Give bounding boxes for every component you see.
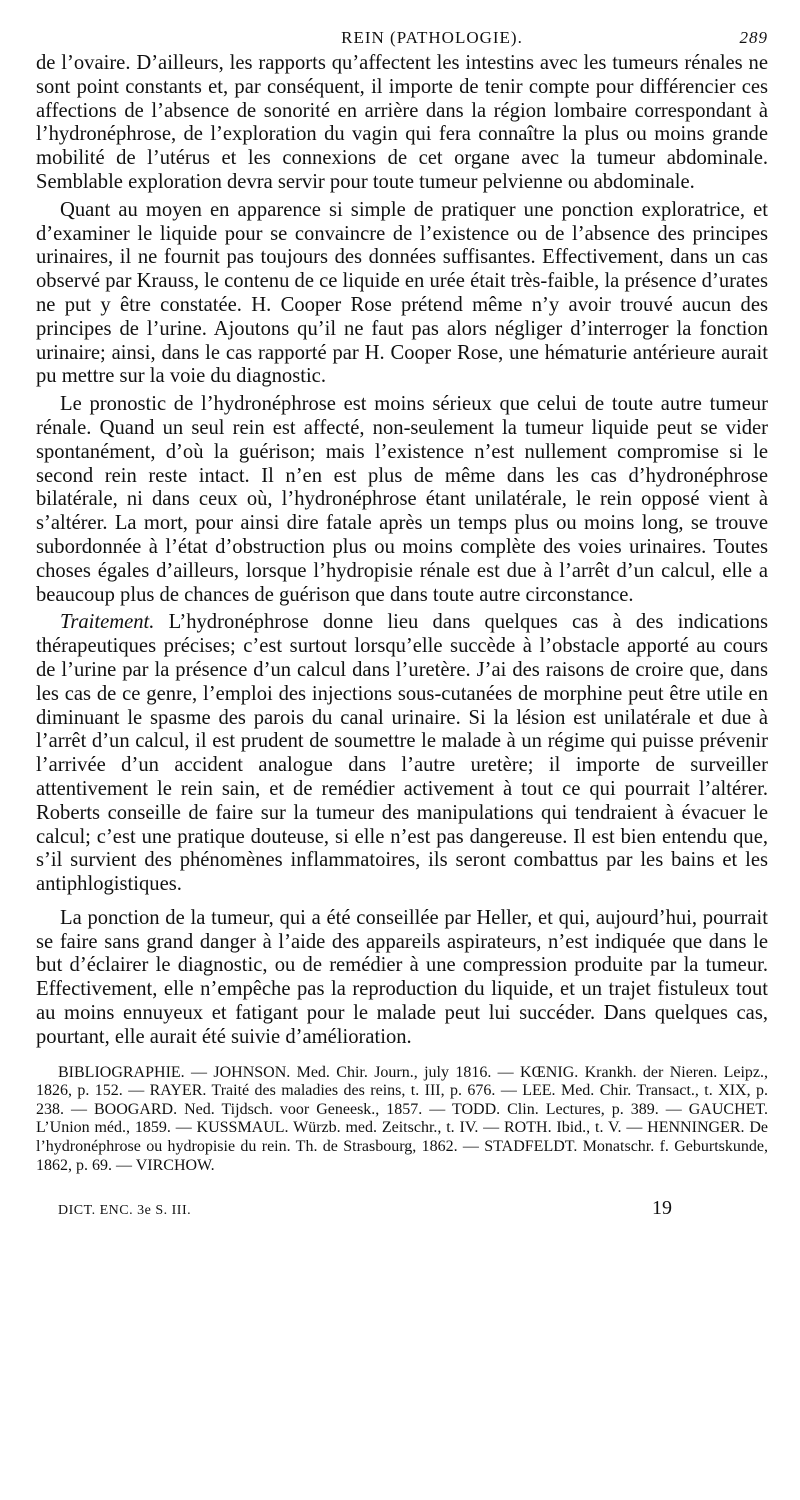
page-number: 289 xyxy=(739,28,768,47)
paragraph-text: La ponction de la tumeur, qui a été conseillée par Heller, et qui, aujourd’hui, pourrait se faire sans grand danger à l’aide des appareils aspirateurs, n’est indiquée que dans le but d’éclairer le diagnostic, ou de remédier à une compression produite par la tumeur. Effectivement, elle n’empêche pas la reproduction du liquide, et un trajet fistuleux tout au moins ennuyeux et fatigant pour le malade peut lui succéder. Dans quelques cas, pourtant, elle aurait été suivie d’amélioration. xyxy=(36,906,768,1048)
running-header xyxy=(36,28,768,48)
paragraph-text: L’hydronéphrose donne lieu dans quelques cas à des indications thérapeutiques précises; c’est surtout lorsqu’elle succède à l’obstacle apporté au cours de l’urine par la présence d’un calcul dans l’uretère. J’ai des raisons de croire que, dans les cas de ce genre, l’emploi des injections sous-cutanées de morphine peut être utile en diminuant le spasme des parois du canal urinaire. Si la lésion est unilatérale et due à l’arrêt d’un calcul, il est prudent de soumettre le malade à un régime qui puisse prévenir l’arrivée d’un accident analogue dans l’autre uretère; il importe de surveiller attentivement le rein sain, et de remédier activement à tout ce qui pourrait l’altérer. Roberts conseille de faire sur la tumeur des manipulations qui tendraient à évacuer le calcul; c’est une pratique douteuse, si elle n’est pas dangereuse. Il est bien entendu que, s’il survient des phénomènes inflammatoires, ils seront combattus par les bains et les antiphlogistiques. xyxy=(36,611,768,896)
bibliography-text: BIBLIOGRAPHIE. — JOHNSON. Med. Chir. Journ., july 1816. — KŒNIG. Krankh. der Nieren. Leipz., 1826, p. 152. — RAYER. Traité des maladies des reins, t. III, p. 676. — LEE. Med. Chir. Transact., t. XIX, p. 238. — BOOGARD. Ned. Tijdsch. voor Geneesk., 1857. — TODD. Clin. Lectures, p. 389. — GAUCHET. L’Union méd., 1859. — KUSSMAUL. Würzb. med. Zeitschr., t. IV. — ROTH. Ibid., t. V. — HENNINGER. De l’hydronéphrose ou hydropisie du rein. Th. de Strasbourg, 1862. — STADFELDT. Monatschr. f. Geburtskunde, 1862, p. 69. — VIRCHOW. xyxy=(36,1063,768,1174)
paragraph-ponction-tumeur xyxy=(36,907,768,1050)
bibliography xyxy=(36,1064,768,1176)
paragraph-text: Quant au moyen en apparence si simple de pratiquer une ponction exploratrice, et d’examiner le liquide pour se convaincre de l’existence ou de l’absence des principes urinaires, il ne fournit pas toujours des données suffisantes. Effectivement, dans un cas observé par Krauss, le contenu de ce liquide en urée était très-faible, la présence d’urates ne put y être constatée. H. Cooper Rose prétend même n’y avoir trouvé aucun des principes de l’urine. Ajoutons qu’il ne faut pas alors négliger d’interroger la fonction urinaire; ainsi, dans le cas rapporté par H. Cooper Rose, une hématurie antérieure aurait pu mettre sur la voie du diagnostic. xyxy=(36,198,768,388)
signature-mark: DICT. ENC. 3e S. III. xyxy=(58,1203,192,1219)
paragraph-continuation xyxy=(36,52,768,195)
signature-footer xyxy=(36,1189,768,1220)
paragraph-text: Le pronostic de l’hydronéphrose est moins sérieux que celui de toute autre tumeur rénale. Quand un seul rein est affecté, non-seulement la tumeur liquide peut se vider spontanément, d’où la guérison; mais l’existence n’est nullement compromise si le second rein reste intact. Il n’en est plus de même dans les cas d’hydronéphrose bilatérale, ni dans ceux où, l’hydronéphrose étant unilatérale, le rein opposé vient à s’altérer. La mort, pour ainsi dire fatale après un temps plus ou moins long, se trouve subordonnée à l’état d’obstruction plus ou moins complète des voies urinaires. Toutes choses égales d’ailleurs, lorsque l’hydropisie rénale est due à l’arrêt d’un calcul, elle a beaucoup plus de chances de guérison que dans toute autre circonstance. xyxy=(36,393,768,606)
paragraph-pronostic xyxy=(36,393,768,607)
running-title: REIN (PATHOLOGIE). xyxy=(341,28,523,47)
signature-number: 19 xyxy=(652,1197,672,1220)
paragraph-ponction-exploratrice xyxy=(36,199,768,389)
paragraph-traitement xyxy=(36,611,768,897)
section-lead-traitement: Traitement. xyxy=(60,611,155,634)
paragraph-text: de l’ovaire. D’ailleurs, les rapports qu’affectent les intestins avec les tumeurs rénales ne sont point constants et, par conséquent, il importe de tenir compte pour différencier ces affections de l’absence de sonorité en arrière dans la région lombaire correspondant à l’hydronéphrose, de l’exploration du vagin qui fera connaître la plus ou moins grande mobilité de l’utérus et les connexions de cet organe avec la tumeur abdominale. Semblable exploration devra servir pour toute tumeur pelvienne ou abdominale. xyxy=(36,52,768,193)
